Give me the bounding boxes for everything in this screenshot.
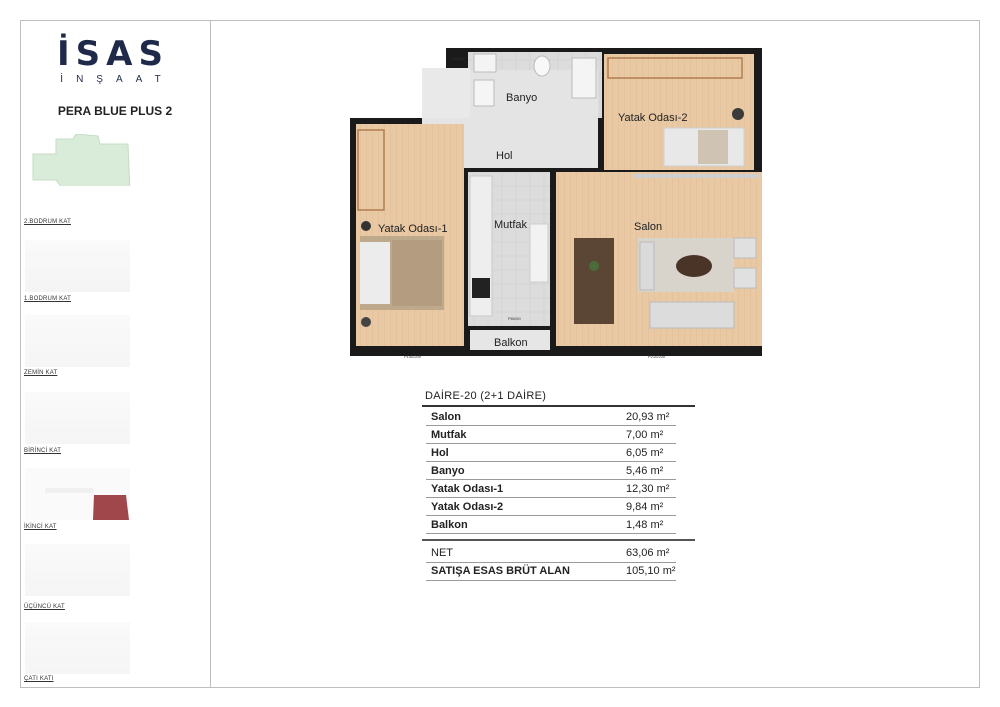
label-yatak1: Yatak Odası-1 [378,223,448,235]
cooktop [472,278,490,298]
lamp-2 [361,317,371,327]
room-area: 12,30 m² [626,483,670,495]
chair-yatak2 [732,108,744,120]
floor-thumb-1-bodrum[interactable] [25,240,130,292]
table-row [426,445,676,462]
table-row [426,499,676,516]
logo-wordmark: İSAS [57,34,169,74]
blanket [392,240,442,306]
pillows [360,242,390,304]
dim-w1: P140/200 [404,354,422,358]
gross-value: 105,10 m² [626,565,676,577]
table-row [426,463,676,480]
plant [589,261,599,271]
washer [572,58,596,98]
lamp-1 [361,221,371,231]
room-name: Hol [431,447,449,459]
label-hol: Hol [496,150,513,162]
dim-w2: P210/200 [648,354,666,358]
armchair-2 [734,238,756,258]
room-area: 5,46 m² [626,465,664,477]
dim-w3: P40/50 [452,56,465,61]
kitchen-table [530,224,548,282]
unit-title: DAİRE-20 (2+1 DAİRE) [425,390,547,402]
blanket-2 [698,130,728,164]
net-label: NET [431,547,453,559]
table-row [426,409,676,426]
floor-thumb-birinci[interactable] [25,392,130,444]
label-balkon: Balkon [494,337,528,349]
tv-unit [634,174,760,178]
room-name: Balkon [431,519,468,531]
net-row [426,545,676,563]
sink [474,80,494,106]
armchair-3 [734,268,756,288]
table-top-rule [422,405,695,407]
label-banyo: Banyo [506,92,538,104]
table-row [426,427,676,444]
floor-item-2-bodrum[interactable]: 2.BODRUM KAT [24,219,71,225]
toilet [534,56,550,76]
room-name: Banyo [431,465,465,477]
site-key-plan [28,134,133,186]
floor-item-cati[interactable]: ÇATI KATI [24,676,54,682]
room-area: 1,48 m² [626,519,664,531]
floor-item-ucuncu[interactable]: ÜÇÜNCÜ KAT [24,604,65,610]
coffee-table [676,255,712,277]
sofa [650,302,734,328]
floor-plan [348,46,776,358]
label-mutfak: Mutfak [494,219,528,231]
floor-thumb-zemin[interactable] [25,315,130,367]
room-area: 7,00 m² [626,429,664,441]
label-yatak2: Yatak Odası-2 [618,112,688,124]
floor-thumb-ucuncu[interactable] [25,544,130,596]
dim-w6: P80/50 [508,316,521,321]
floor-item-1-bodrum[interactable]: 1.BODRUM KAT [24,296,71,302]
floor-item-ikinci[interactable]: İKİNCİ KAT [24,524,57,530]
room-name: Yatak Odası-1 [431,483,504,495]
sidebar-divider [210,20,211,688]
room-area: 6,05 m² [626,447,664,459]
room-name: Yatak Odası-2 [431,501,504,513]
company-logo [48,36,178,85]
entry-door-area [422,68,470,118]
floor-item-zemin[interactable]: ZEMİN KAT [24,370,58,376]
room-area: 9,84 m² [626,501,664,513]
gross-label: SATIŞA ESAS BRÜT ALAN [431,565,570,577]
logo-subtitle: İNŞAAT [60,74,174,85]
room-yatak1 [356,124,464,346]
gross-row [426,563,676,581]
floor-thumb-cati[interactable] [25,622,130,674]
room-name: Mutfak [431,429,467,441]
project-title: PERA BLUE PLUS 2 [57,104,173,118]
room-area: 20,93 m² [626,411,670,423]
floor-item-birinci[interactable]: BİRİNCİ KAT [24,448,62,454]
table-total-rule [422,539,695,541]
net-value: 63,06 m² [626,547,670,559]
dining-table [574,238,614,324]
shower [474,54,496,72]
table-row [426,481,676,498]
label-salon: Salon [634,221,663,233]
floor-thumb-ikinci[interactable] [25,468,130,520]
room-name: Salon [431,411,461,423]
armchair [640,242,654,290]
table-row [426,517,676,534]
